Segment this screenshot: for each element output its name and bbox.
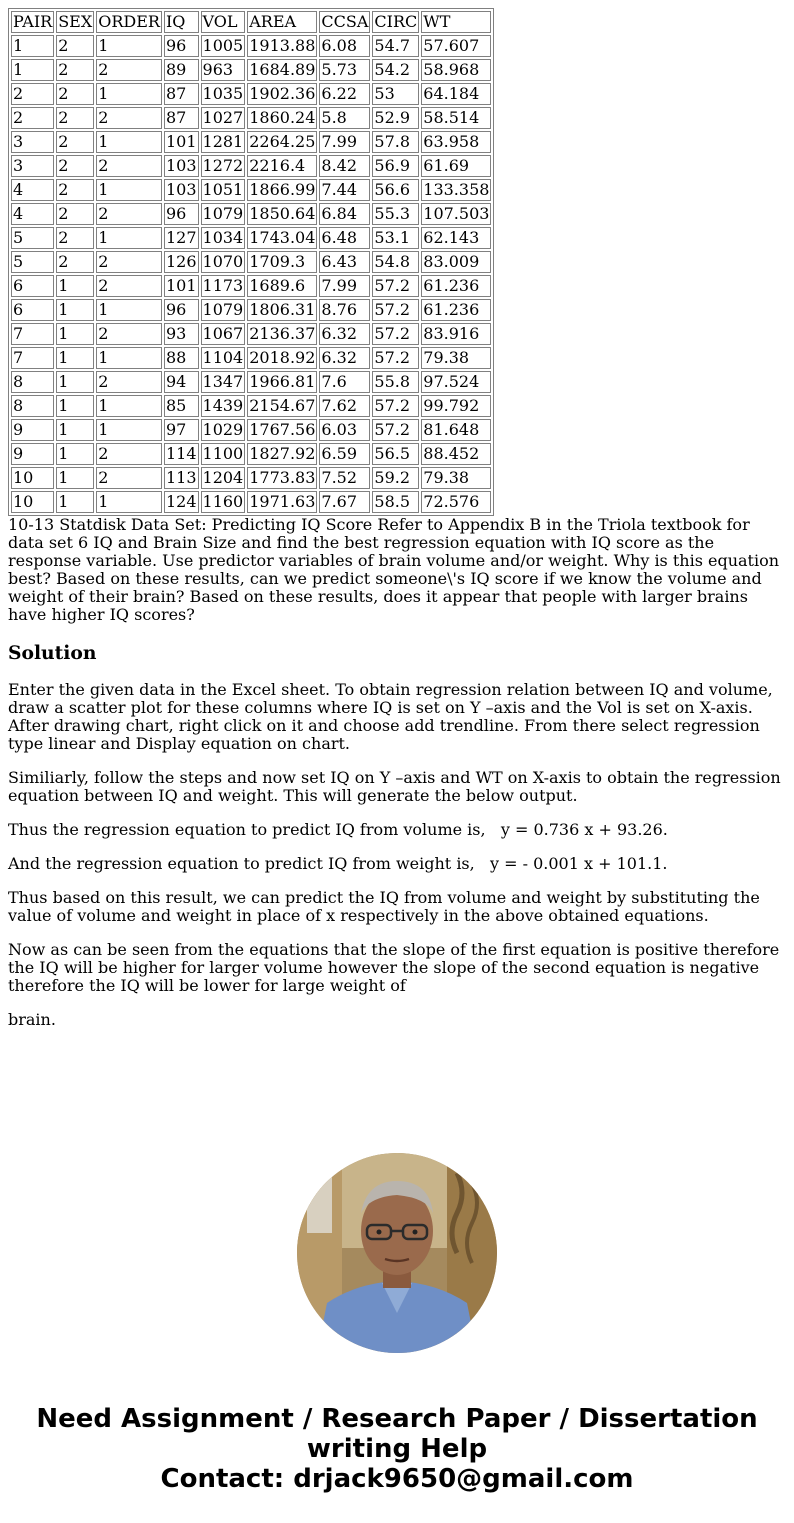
- volume-equation: Thus the regression equation to predict IQ from volume is, y = 0.736 x + 93.26.: [8, 820, 668, 839]
- table-cell: 4: [11, 203, 54, 225]
- table-cell: 1: [96, 299, 162, 321]
- conclusion-paragraph: [8, 941, 784, 1029]
- table-cell: 1: [11, 35, 54, 57]
- table-cell: 1: [96, 179, 162, 201]
- table-cell: 2: [56, 59, 94, 81]
- table-cell: 99.792: [421, 395, 491, 417]
- table-cell: 1051: [202, 180, 244, 199]
- header-row: [11, 11, 491, 33]
- solution-paragraph: Enter the given data in the Excel sheet. To obtain regression relation between IQ and volume, draw a scatter plot for these columns where IQ is set on Y –axis and the Vol is set on X-axis. After drawing chart, right click on it and choose add trendline. From there select regression type linear and Display equation on chart.: [8, 680, 773, 753]
- table-cell: 2: [56, 155, 94, 177]
- table-cell: 61.236: [421, 275, 491, 297]
- table-cell: 2: [11, 83, 54, 105]
- table-cell: 58.514: [421, 107, 491, 129]
- table-cell: 7.6: [319, 371, 370, 393]
- table-cell: 1: [56, 371, 94, 393]
- table-cell: 56.5: [372, 443, 419, 465]
- table-header: [11, 11, 491, 33]
- table-cell: 7.62: [319, 395, 370, 417]
- table-cell: 103: [165, 156, 197, 175]
- table-cell: 1281: [202, 132, 244, 151]
- table-row: [11, 371, 491, 393]
- table-cell: 7: [11, 347, 54, 369]
- table-body: [11, 35, 491, 513]
- table-header-cell: AREA: [247, 11, 317, 33]
- table-cell: 1: [11, 59, 54, 81]
- table-row: [11, 155, 491, 177]
- table-cell: 2: [96, 107, 162, 129]
- conclusion-tail: brain.: [8, 1010, 56, 1029]
- table-cell: 1: [96, 35, 162, 57]
- table-header-cell: CCSA: [321, 12, 369, 31]
- table-cell: 1: [56, 275, 94, 297]
- table-cell: 83.916: [421, 323, 491, 345]
- table-cell: 127: [165, 228, 197, 247]
- author-avatar: [297, 1153, 497, 1353]
- table-cell: 1: [96, 227, 162, 249]
- table-cell: 6: [11, 299, 54, 321]
- table-cell: 6.84: [319, 203, 370, 225]
- table-row: [11, 467, 491, 489]
- table-cell: 1067: [202, 324, 244, 343]
- table-header-cell: ORDER: [98, 12, 160, 31]
- table-cell: 2: [96, 275, 162, 297]
- promo-banner: [0, 1404, 794, 1494]
- table-cell: 2: [56, 251, 94, 273]
- table-cell: 83.009: [421, 251, 491, 273]
- table-cell: 62.143: [421, 227, 491, 249]
- table-cell: 2: [96, 155, 162, 177]
- table-cell: 1: [56, 395, 94, 417]
- table-cell: 1104: [202, 348, 244, 367]
- question-text: 10-13 Statdisk Data Set: Predicting IQ Score Refer to Appendix B in the Triola textbook for data set 6 IQ and Brain Size and find the best regression equation with IQ score as the response variable. Use predictor variables of brain volume and/or weight. Why is this equation best? Based on these results, can we predict someone\'s IQ score if we know the volume and weight of their brain? Based on these results, does it appear that people with larger brains have higher IQ scores?: [8, 515, 780, 624]
- table-cell: 107.503: [423, 204, 490, 223]
- table-cell: 57.8: [372, 131, 419, 153]
- table-cell: 1743.04: [249, 228, 316, 247]
- table-cell: 1: [56, 467, 94, 489]
- table-cell: 97.524: [421, 371, 491, 393]
- table-cell: 87: [164, 107, 199, 129]
- table-cell: 57.2: [372, 299, 419, 321]
- table-row: [11, 347, 491, 369]
- table-cell: 54.8: [372, 251, 419, 273]
- table-cell: 1767.56: [249, 420, 316, 439]
- table-cell: 96: [164, 35, 199, 57]
- table-cell: 1204: [202, 468, 244, 487]
- table-cell: 3: [11, 155, 54, 177]
- table-cell: 7: [11, 323, 54, 345]
- table-row: [11, 275, 491, 297]
- table-cell: 8: [11, 371, 54, 393]
- table-header-cell: VOL: [201, 11, 246, 33]
- table-cell: 1689.6: [247, 275, 317, 297]
- table-cell: 88: [164, 347, 199, 369]
- table-cell: 1: [56, 299, 94, 321]
- table-cell: 5.8: [319, 107, 370, 129]
- table-cell: 1070: [202, 252, 244, 271]
- table-cell: 6.22: [319, 83, 370, 105]
- table-cell: 6.08: [319, 35, 370, 57]
- table-cell: 2: [56, 107, 94, 129]
- table-row: [11, 131, 491, 153]
- table-cell: 2: [96, 443, 162, 465]
- table-cell: 1: [56, 443, 94, 465]
- table-cell: 1827.92: [249, 444, 316, 463]
- table-row: [11, 59, 491, 81]
- table-cell: 96: [164, 299, 199, 321]
- table-cell: 55.3: [372, 203, 419, 225]
- table-cell: 1971.63: [249, 492, 316, 511]
- table-cell: 1866.99: [249, 180, 316, 199]
- table-cell: 10: [11, 491, 54, 513]
- solution-heading: Solution: [8, 642, 97, 664]
- table-cell: 2: [56, 227, 94, 249]
- table-cell: 1272: [202, 156, 244, 175]
- avatar-photo-illustration: [297, 1153, 497, 1353]
- table-cell: 61.69: [421, 155, 491, 177]
- table-cell: 1035: [202, 84, 244, 103]
- table-cell: 88.452: [421, 443, 491, 465]
- table-cell: 2: [96, 323, 162, 345]
- table-cell: 79.38: [421, 347, 491, 369]
- table-cell: 1850.64: [249, 204, 316, 223]
- table-cell: 9: [11, 443, 54, 465]
- solution-paragraph: Thus based on this result, we can predict the IQ from volume and weight by substituting the value of volume and weight in place of x respectively in the above obtained equations.: [8, 888, 760, 925]
- table-cell: 6.32: [319, 323, 370, 345]
- table-cell: 1: [96, 395, 162, 417]
- table-cell: 6: [11, 275, 54, 297]
- conclusion-text: Now as can be seen from the equations that the slope of the first equation is positive therefore the IQ will be higher for larger volume however the slope of the second equation is negative therefore the IQ will be lower for large weight of: [8, 940, 780, 995]
- table-cell: 1439: [202, 396, 244, 415]
- table-cell: 2: [56, 131, 94, 153]
- table-cell: 2136.37: [249, 324, 316, 343]
- table-cell: 97: [164, 419, 199, 441]
- table-cell: 1709.3: [247, 251, 317, 273]
- promo-contact: Contact: drjack9650@gmail.com: [160, 1464, 634, 1494]
- table-cell: 114: [165, 444, 197, 463]
- table-cell: 1034: [202, 228, 244, 247]
- table-cell: 93: [164, 323, 199, 345]
- table-cell: 1: [56, 491, 94, 513]
- table-cell: 96: [164, 203, 199, 225]
- table-cell: 5: [11, 251, 54, 273]
- table-cell: 2: [56, 203, 94, 225]
- table-cell: 57.607: [421, 35, 491, 57]
- table-cell: 2: [11, 107, 54, 129]
- table-cell: 6.48: [319, 227, 370, 249]
- table-cell: 89: [164, 59, 199, 81]
- table-cell: 1027: [202, 108, 244, 127]
- table-cell: 2: [56, 35, 94, 57]
- table-cell: 79.38: [421, 467, 491, 489]
- table-cell: 53: [372, 83, 419, 105]
- table-cell: 2: [96, 371, 162, 393]
- table-row: [11, 491, 491, 513]
- table-cell: 1079: [202, 204, 244, 223]
- table-cell: 103: [165, 180, 197, 199]
- table-cell: 58.5: [372, 491, 419, 513]
- table-cell: 2: [56, 179, 94, 201]
- table-cell: 57.2: [372, 395, 419, 417]
- table-cell: 2: [56, 83, 94, 105]
- table-cell: 8: [11, 395, 54, 417]
- table-cell: 1029: [202, 420, 244, 439]
- table-cell: 101: [165, 132, 197, 151]
- table-row: [11, 203, 491, 225]
- table-cell: 1: [56, 347, 94, 369]
- table-cell: 6.32: [319, 347, 370, 369]
- table-row: [11, 395, 491, 417]
- table-cell: 2154.67: [249, 396, 316, 415]
- table-row: [11, 107, 491, 129]
- table-cell: 124: [165, 492, 197, 511]
- table-cell: 57.2: [372, 275, 419, 297]
- table-cell: 56.9: [372, 155, 419, 177]
- table-cell: 7.44: [319, 179, 370, 201]
- table-cell: 8.76: [319, 299, 370, 321]
- table-row: [11, 419, 491, 441]
- table-cell: 7.67: [319, 491, 370, 513]
- table-header-cell: IQ: [164, 11, 199, 33]
- table-cell: 1: [96, 347, 162, 369]
- table-cell: 7.99: [319, 131, 370, 153]
- table-cell: 126: [165, 252, 197, 271]
- table-cell: 56.6: [372, 179, 419, 201]
- table-cell: 6.03: [319, 419, 370, 441]
- table-cell: 59.2: [372, 467, 419, 489]
- table-cell: 1902.36: [249, 84, 316, 103]
- table-cell: 1: [96, 83, 162, 105]
- table-cell: 1913.88: [249, 36, 316, 55]
- table-cell: 57.2: [372, 323, 419, 345]
- table-cell: 2264.25: [249, 132, 316, 151]
- table-row: [11, 179, 491, 201]
- table-row: [11, 323, 491, 345]
- table-cell: 9: [11, 419, 54, 441]
- table-cell: 1: [56, 323, 94, 345]
- table-cell: 2: [96, 251, 162, 273]
- table-cell: 63.958: [421, 131, 491, 153]
- table-cell: 94: [164, 371, 199, 393]
- table-cell: 1160: [202, 492, 244, 511]
- table-cell: 2018.92: [249, 348, 316, 367]
- table-cell: 1100: [202, 444, 244, 463]
- table-cell: 113: [165, 468, 197, 487]
- table-cell: 6.59: [319, 443, 370, 465]
- table-cell: 54.7: [372, 35, 419, 57]
- table-cell: 963: [201, 59, 246, 81]
- table-header-cell: PAIR: [13, 12, 53, 31]
- table-cell: 57.2: [372, 347, 419, 369]
- table-row: [11, 251, 491, 273]
- table-cell: 54.2: [372, 59, 419, 81]
- table-cell: 53.1: [372, 227, 419, 249]
- table-cell: 1: [96, 491, 162, 513]
- table-cell: 4: [11, 179, 54, 201]
- table-cell: 58.968: [421, 59, 491, 81]
- table-cell: 101: [165, 276, 197, 295]
- table-cell: 1347: [202, 372, 244, 391]
- table-header-cell: SEX: [58, 12, 93, 31]
- table-cell: 1079: [202, 300, 244, 319]
- table-cell: 1: [96, 131, 162, 153]
- data-table: [8, 8, 494, 516]
- table-cell: 52.9: [372, 107, 419, 129]
- table-cell: 1966.81: [249, 372, 316, 391]
- table-cell: 1173: [202, 276, 244, 295]
- table-header-cell: WT: [421, 11, 491, 33]
- table-cell: 7.52: [319, 467, 370, 489]
- table-cell: 2: [96, 467, 162, 489]
- table-cell: 3: [11, 131, 54, 153]
- weight-equation: And the regression equation to predict IQ from weight is, y = - 0.001 x + 101.1.: [8, 854, 668, 873]
- table-cell: 1860.24: [249, 108, 316, 127]
- table-cell: 1: [96, 419, 162, 441]
- table-cell: 5: [11, 227, 54, 249]
- table-cell: 8.42: [319, 155, 370, 177]
- table-cell: 10: [11, 467, 54, 489]
- table-cell: 64.184: [421, 83, 491, 105]
- table-cell: 2: [96, 59, 162, 81]
- table-cell: 72.576: [421, 491, 491, 513]
- table-cell: 81.648: [421, 419, 491, 441]
- table-cell: 133.358: [423, 180, 490, 199]
- table-cell: 87: [164, 83, 199, 105]
- table-header-cell: CIRC: [374, 12, 418, 31]
- table-cell: 1005: [202, 36, 244, 55]
- table-cell: 2: [96, 203, 162, 225]
- table-cell: 55.8: [372, 371, 419, 393]
- table-cell: 6.43: [319, 251, 370, 273]
- table-cell: 2216.4: [247, 155, 317, 177]
- table-cell: 7.99: [319, 275, 370, 297]
- table-cell: 85: [164, 395, 199, 417]
- table-cell: 61.236: [421, 299, 491, 321]
- table-cell: 1684.89: [249, 60, 316, 79]
- table-row: [11, 443, 491, 465]
- table-row: [11, 83, 491, 105]
- table-cell: 57.2: [372, 419, 419, 441]
- table-cell: 1806.31: [249, 300, 316, 319]
- table-row: [11, 35, 491, 57]
- table-row: [11, 299, 491, 321]
- table-cell: 1773.83: [249, 468, 316, 487]
- table-row: [11, 227, 491, 249]
- solution-paragraph: Similiarly, follow the steps and now set IQ on Y –axis and WT on X-axis to obtain the regression equation between IQ and weight. This will generate the below output.: [8, 768, 781, 805]
- promo-headline: Need Assignment / Research Paper / Dissertation writing Help: [36, 1404, 758, 1464]
- table-cell: 5.73: [319, 59, 370, 81]
- table-cell: 1: [56, 419, 94, 441]
